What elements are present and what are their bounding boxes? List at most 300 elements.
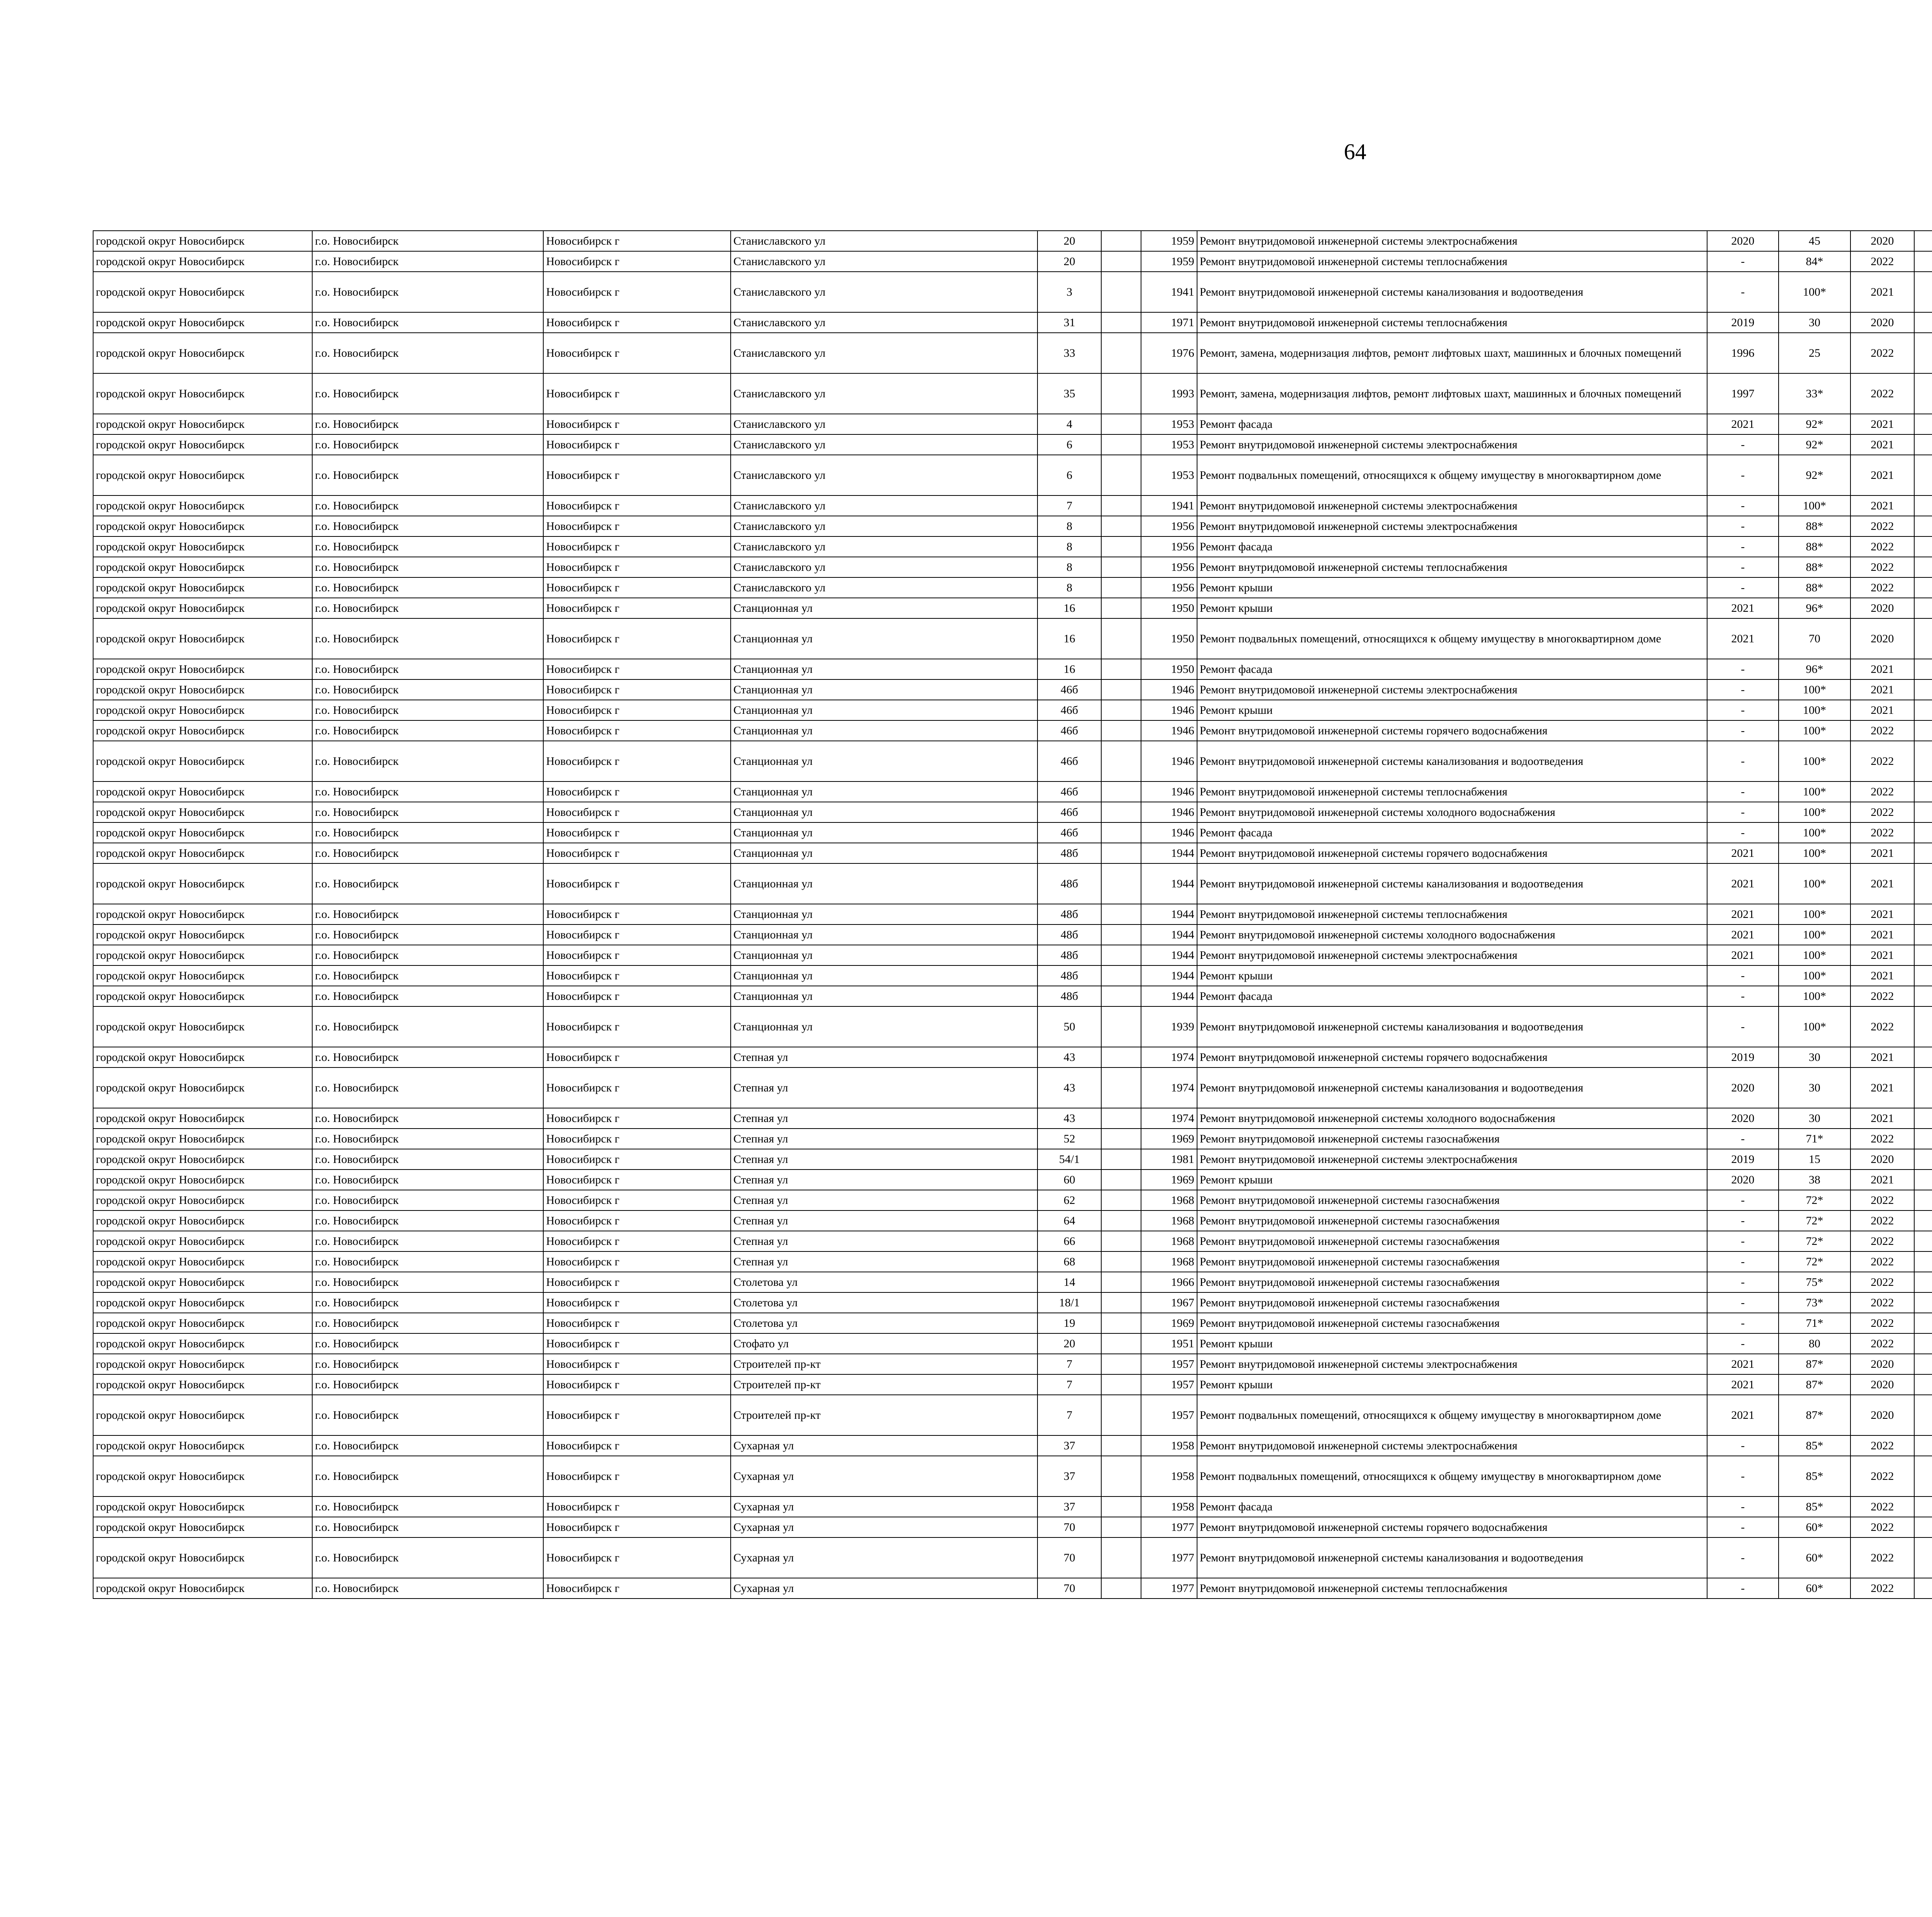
last-repair-year-cell: - (1707, 720, 1779, 741)
work-type-cell: Ремонт внутридомовой инженерной системы электроснабжения (1197, 945, 1707, 965)
last-repair-year-cell: - (1707, 1456, 1779, 1496)
municipality-cell: городской округ Новосибирск (93, 1395, 312, 1435)
plan-start-year-cell: 2022 (1850, 720, 1914, 741)
district-cell: г.о. Новосибирск (312, 272, 543, 312)
empty-cell (1101, 1435, 1141, 1456)
work-type-cell: Ремонт, замена, модернизация лифтов, ремонт лифтовых шахт, машинных и блочных помещений (1197, 333, 1707, 373)
plan-end-year-cell (1914, 1354, 1932, 1374)
settlement-cell: Новосибирск г (543, 373, 731, 414)
build-year-cell: 1946 (1141, 802, 1197, 822)
last-repair-year-cell: - (1707, 1578, 1779, 1599)
work-type-cell: Ремонт внутридомовой инженерной системы газоснабжения (1197, 1251, 1707, 1272)
street-cell: Станиславского ул (731, 312, 1037, 333)
house-number-cell: 46б (1037, 741, 1101, 781)
empty-cell (1101, 333, 1141, 373)
empty-cell (1101, 1292, 1141, 1313)
house-number-cell: 6 (1037, 455, 1101, 495)
municipality-cell: городской округ Новосибирск (93, 720, 312, 741)
work-type-cell: Ремонт внутридомовой инженерной системы электроснабжения (1197, 434, 1707, 455)
last-repair-year-cell: - (1707, 557, 1779, 577)
table-row (93, 251, 1932, 272)
district-cell: г.о. Новосибирск (312, 1210, 543, 1231)
house-number-cell: 43 (1037, 1108, 1101, 1129)
wear-percent-cell: 60* (1779, 1537, 1850, 1578)
house-number-cell: 16 (1037, 659, 1101, 679)
house-number-cell: 48б (1037, 924, 1101, 945)
settlement-cell: Новосибирск г (543, 924, 731, 945)
district-cell: г.о. Новосибирск (312, 1354, 543, 1374)
house-number-cell: 50 (1037, 1006, 1101, 1047)
plan-start-year-cell: 2021 (1850, 414, 1914, 434)
build-year-cell: 1959 (1141, 251, 1197, 272)
table-row (93, 924, 1932, 945)
plan-start-year-cell: 2021 (1850, 1170, 1914, 1190)
plan-end-year-cell (1914, 1435, 1932, 1456)
street-cell: Степная ул (731, 1149, 1037, 1170)
plan-end-year-cell (1914, 333, 1932, 373)
settlement-cell: Новосибирск г (543, 495, 731, 516)
last-repair-year-cell: 2019 (1707, 1047, 1779, 1067)
wear-percent-cell: 100* (1779, 495, 1850, 516)
work-type-cell: Ремонт крыши (1197, 1374, 1707, 1395)
empty-cell (1101, 373, 1141, 414)
house-number-cell: 7 (1037, 1354, 1101, 1374)
plan-start-year-cell: 2022 (1850, 741, 1914, 781)
municipality-cell: городской округ Новосибирск (93, 986, 312, 1006)
wear-percent-cell: 88* (1779, 536, 1850, 557)
municipality-cell: городской округ Новосибирск (93, 1108, 312, 1129)
plan-start-year-cell: 2020 (1850, 1149, 1914, 1170)
district-cell: г.о. Новосибирск (312, 1496, 543, 1517)
plan-end-year-cell (1914, 1006, 1932, 1047)
build-year-cell: 1957 (1141, 1395, 1197, 1435)
wear-percent-cell: 92* (1779, 434, 1850, 455)
street-cell: Станционная ул (731, 700, 1037, 720)
settlement-cell: Новосибирск г (543, 251, 731, 272)
plan-end-year-cell (1914, 741, 1932, 781)
last-repair-year-cell: 2021 (1707, 863, 1779, 904)
district-cell: г.о. Новосибирск (312, 414, 543, 434)
plan-start-year-cell: 2022 (1850, 1517, 1914, 1537)
district-cell: г.о. Новосибирск (312, 1006, 543, 1047)
plan-start-year-cell: 2021 (1850, 659, 1914, 679)
last-repair-year-cell: 2021 (1707, 598, 1779, 618)
plan-start-year-cell: 2020 (1850, 598, 1914, 618)
table-row (93, 700, 1932, 720)
municipality-cell: городской округ Новосибирск (93, 495, 312, 516)
house-number-cell: 48б (1037, 904, 1101, 924)
build-year-cell: 1969 (1141, 1313, 1197, 1333)
empty-cell (1101, 1190, 1141, 1210)
house-number-cell: 48б (1037, 945, 1101, 965)
wear-percent-cell: 100* (1779, 802, 1850, 822)
empty-cell (1101, 1231, 1141, 1251)
last-repair-year-cell: - (1707, 1251, 1779, 1272)
plan-start-year-cell: 2022 (1850, 1231, 1914, 1251)
table-row (93, 945, 1932, 965)
build-year-cell: 1944 (1141, 843, 1197, 863)
plan-end-year-cell (1914, 577, 1932, 598)
work-type-cell: Ремонт внутридомовой инженерной системы канализования и водоотведения (1197, 1067, 1707, 1108)
last-repair-year-cell: - (1707, 1537, 1779, 1578)
municipality-cell: городской округ Новосибирск (93, 434, 312, 455)
municipality-cell: городской округ Новосибирск (93, 1047, 312, 1067)
wear-percent-cell: 88* (1779, 516, 1850, 536)
last-repair-year-cell: 1997 (1707, 373, 1779, 414)
empty-cell (1101, 781, 1141, 802)
municipality-cell: городской округ Новосибирск (93, 1251, 312, 1272)
house-number-cell: 8 (1037, 557, 1101, 577)
municipality-cell: городской округ Новосибирск (93, 781, 312, 802)
build-year-cell: 1966 (1141, 1272, 1197, 1292)
last-repair-year-cell: - (1707, 1292, 1779, 1313)
plan-end-year-cell (1914, 1292, 1932, 1313)
district-cell: г.о. Новосибирск (312, 965, 543, 986)
work-type-cell: Ремонт внутридомовой инженерной системы горячего водоснабжения (1197, 1517, 1707, 1537)
settlement-cell: Новосибирск г (543, 781, 731, 802)
plan-end-year-cell (1914, 1047, 1932, 1067)
plan-end-year-cell (1914, 536, 1932, 557)
empty-cell (1101, 1210, 1141, 1231)
district-cell: г.о. Новосибирск (312, 986, 543, 1006)
settlement-cell: Новосибирск г (543, 1108, 731, 1129)
build-year-cell: 1968 (1141, 1190, 1197, 1210)
district-cell: г.о. Новосибирск (312, 495, 543, 516)
district-cell: г.о. Новосибирск (312, 1108, 543, 1129)
settlement-cell: Новосибирск г (543, 1006, 731, 1047)
settlement-cell: Новосибирск г (543, 1190, 731, 1210)
district-cell: г.о. Новосибирск (312, 802, 543, 822)
table-row (93, 1170, 1932, 1190)
municipality-cell: городской округ Новосибирск (93, 945, 312, 965)
house-number-cell: 70 (1037, 1578, 1101, 1599)
municipality-cell: городской округ Новосибирск (93, 312, 312, 333)
district-cell: г.о. Новосибирск (312, 1313, 543, 1333)
district-cell: г.о. Новосибирск (312, 1047, 543, 1067)
empty-cell (1101, 1149, 1141, 1170)
build-year-cell: 1956 (1141, 536, 1197, 557)
house-number-cell: 16 (1037, 598, 1101, 618)
empty-cell (1101, 455, 1141, 495)
house-number-cell: 35 (1037, 373, 1101, 414)
district-cell: г.о. Новосибирск (312, 231, 543, 251)
empty-cell (1101, 1170, 1141, 1190)
house-number-cell: 46б (1037, 822, 1101, 843)
wear-percent-cell: 100* (1779, 1006, 1850, 1047)
plan-end-year-cell (1914, 516, 1932, 536)
empty-cell (1101, 618, 1141, 659)
build-year-cell: 1944 (1141, 904, 1197, 924)
wear-percent-cell: 92* (1779, 414, 1850, 434)
settlement-cell: Новосибирск г (543, 1210, 731, 1231)
district-cell: г.о. Новосибирск (312, 434, 543, 455)
street-cell: Станционная ул (731, 863, 1037, 904)
street-cell: Станционная ул (731, 924, 1037, 945)
district-cell: г.о. Новосибирск (312, 1333, 543, 1354)
settlement-cell: Новосибирск г (543, 577, 731, 598)
table-row (93, 618, 1932, 659)
build-year-cell: 1946 (1141, 700, 1197, 720)
district-cell: г.о. Новосибирск (312, 557, 543, 577)
table-row (93, 272, 1932, 312)
wear-percent-cell: 73* (1779, 1292, 1850, 1313)
street-cell: Степная ул (731, 1108, 1037, 1129)
last-repair-year-cell: 2020 (1707, 231, 1779, 251)
municipality-cell: городской округ Новосибирск (93, 333, 312, 373)
plan-end-year-cell (1914, 272, 1932, 312)
plan-start-year-cell: 2021 (1850, 843, 1914, 863)
street-cell: Станционная ул (731, 945, 1037, 965)
settlement-cell: Новосибирск г (543, 1435, 731, 1456)
wear-percent-cell: 85* (1779, 1456, 1850, 1496)
municipality-cell: городской округ Новосибирск (93, 251, 312, 272)
last-repair-year-cell: - (1707, 1210, 1779, 1231)
empty-cell (1101, 577, 1141, 598)
build-year-cell: 1974 (1141, 1047, 1197, 1067)
plan-end-year-cell (1914, 986, 1932, 1006)
house-number-cell: 8 (1037, 536, 1101, 557)
plan-start-year-cell: 2022 (1850, 333, 1914, 373)
house-number-cell: 37 (1037, 1456, 1101, 1496)
table-row (93, 557, 1932, 577)
last-repair-year-cell: 2020 (1707, 1067, 1779, 1108)
settlement-cell: Новосибирск г (543, 1251, 731, 1272)
district-cell: г.о. Новосибирск (312, 945, 543, 965)
last-repair-year-cell: 2020 (1707, 1170, 1779, 1190)
settlement-cell: Новосибирск г (543, 1292, 731, 1313)
plan-start-year-cell: 2021 (1850, 679, 1914, 700)
settlement-cell: Новосибирск г (543, 1047, 731, 1067)
wear-percent-cell: 100* (1779, 904, 1850, 924)
district-cell: г.о. Новосибирск (312, 741, 543, 781)
settlement-cell: Новосибирск г (543, 1313, 731, 1333)
district-cell: г.о. Новосибирск (312, 536, 543, 557)
settlement-cell: Новосибирск г (543, 741, 731, 781)
house-number-cell: 48б (1037, 863, 1101, 904)
district-cell: г.о. Новосибирск (312, 700, 543, 720)
build-year-cell: 1968 (1141, 1231, 1197, 1251)
table-row (93, 373, 1932, 414)
plan-end-year-cell (1914, 843, 1932, 863)
plan-end-year-cell (1914, 781, 1932, 802)
work-type-cell: Ремонт подвальных помещений, относящихся к общему имуществу в многоквартирном доме (1197, 618, 1707, 659)
settlement-cell: Новосибирск г (543, 516, 731, 536)
settlement-cell: Новосибирск г (543, 1395, 731, 1435)
plan-start-year-cell: 2022 (1850, 1272, 1914, 1292)
build-year-cell: 1946 (1141, 822, 1197, 843)
wear-percent-cell: 30 (1779, 1047, 1850, 1067)
municipality-cell: городской округ Новосибирск (93, 231, 312, 251)
house-number-cell: 43 (1037, 1047, 1101, 1067)
district-cell: г.о. Новосибирск (312, 863, 543, 904)
district-cell: г.о. Новосибирск (312, 1149, 543, 1170)
municipality-cell: городской округ Новосибирск (93, 700, 312, 720)
empty-cell (1101, 495, 1141, 516)
wear-percent-cell: 87* (1779, 1395, 1850, 1435)
street-cell: Станционная ул (731, 843, 1037, 863)
municipality-cell: городской округ Новосибирск (93, 1354, 312, 1374)
work-type-cell: Ремонт крыши (1197, 1170, 1707, 1190)
district-cell: г.о. Новосибирск (312, 1517, 543, 1537)
work-type-cell: Ремонт внутридомовой инженерной системы теплоснабжения (1197, 312, 1707, 333)
build-year-cell: 1953 (1141, 434, 1197, 455)
table-row (93, 1231, 1932, 1251)
work-type-cell: Ремонт внутридомовой инженерной системы газоснабжения (1197, 1292, 1707, 1313)
district-cell: г.о. Новосибирск (312, 1272, 543, 1292)
plan-start-year-cell: 2020 (1850, 231, 1914, 251)
wear-percent-cell: 60* (1779, 1578, 1850, 1599)
table-row (93, 1129, 1932, 1149)
work-type-cell: Ремонт внутридомовой инженерной системы теплоснабжения (1197, 1578, 1707, 1599)
municipality-cell: городской округ Новосибирск (93, 1129, 312, 1149)
wear-percent-cell: 100* (1779, 741, 1850, 781)
house-number-cell: 37 (1037, 1435, 1101, 1456)
work-type-cell: Ремонт фасада (1197, 536, 1707, 557)
empty-cell (1101, 1251, 1141, 1272)
plan-start-year-cell: 2022 (1850, 251, 1914, 272)
last-repair-year-cell: - (1707, 577, 1779, 598)
build-year-cell: 1956 (1141, 516, 1197, 536)
house-number-cell: 60 (1037, 1170, 1101, 1190)
table-row (93, 1292, 1932, 1313)
empty-cell (1101, 1456, 1141, 1496)
last-repair-year-cell: - (1707, 516, 1779, 536)
settlement-cell: Новосибирск г (543, 1333, 731, 1354)
plan-end-year-cell (1914, 1210, 1932, 1231)
house-number-cell: 48б (1037, 986, 1101, 1006)
municipality-cell: городской округ Новосибирск (93, 455, 312, 495)
empty-cell (1101, 679, 1141, 700)
work-type-cell: Ремонт внутридомовой инженерной системы канализования и водоотведения (1197, 1537, 1707, 1578)
district-cell: г.о. Новосибирск (312, 904, 543, 924)
settlement-cell: Новосибирск г (543, 536, 731, 557)
empty-cell (1101, 231, 1141, 251)
settlement-cell: Новосибирск г (543, 1456, 731, 1496)
plan-end-year-cell (1914, 1517, 1932, 1537)
street-cell: Степная ул (731, 1210, 1037, 1231)
work-type-cell: Ремонт внутридомовой инженерной системы газоснабжения (1197, 1231, 1707, 1251)
plan-end-year-cell (1914, 863, 1932, 904)
street-cell: Столетова ул (731, 1292, 1037, 1313)
last-repair-year-cell: - (1707, 1006, 1779, 1047)
district-cell: г.о. Новосибирск (312, 720, 543, 741)
street-cell: Сухарная ул (731, 1578, 1037, 1599)
district-cell: г.о. Новосибирск (312, 1251, 543, 1272)
last-repair-year-cell: - (1707, 700, 1779, 720)
work-type-cell: Ремонт крыши (1197, 577, 1707, 598)
settlement-cell: Новосибирск г (543, 1149, 731, 1170)
table-row (93, 965, 1932, 986)
plan-end-year-cell (1914, 720, 1932, 741)
table-row (93, 1190, 1932, 1210)
build-year-cell: 1941 (1141, 272, 1197, 312)
settlement-cell: Новосибирск г (543, 863, 731, 904)
work-type-cell: Ремонт фасада (1197, 414, 1707, 434)
municipality-cell: городской округ Новосибирск (93, 1537, 312, 1578)
table-row (93, 1456, 1932, 1496)
municipality-cell: городской округ Новосибирск (93, 516, 312, 536)
settlement-cell: Новосибирск г (543, 557, 731, 577)
table-row (93, 1333, 1932, 1354)
plan-end-year-cell (1914, 455, 1932, 495)
wear-percent-cell: 100* (1779, 700, 1850, 720)
table-row (93, 1251, 1932, 1272)
table-row (93, 1435, 1932, 1456)
house-number-cell: 70 (1037, 1537, 1101, 1578)
house-number-cell: 46б (1037, 679, 1101, 700)
plan-end-year-cell (1914, 1374, 1932, 1395)
plan-start-year-cell: 2021 (1850, 434, 1914, 455)
work-type-cell: Ремонт внутридомовой инженерной системы газоснабжения (1197, 1313, 1707, 1333)
last-repair-year-cell: - (1707, 272, 1779, 312)
work-type-cell: Ремонт фасада (1197, 659, 1707, 679)
settlement-cell: Новосибирск г (543, 455, 731, 495)
municipality-cell: городской округ Новосибирск (93, 577, 312, 598)
settlement-cell: Новосибирск г (543, 679, 731, 700)
plan-start-year-cell: 2021 (1850, 272, 1914, 312)
plan-end-year-cell (1914, 1067, 1932, 1108)
plan-start-year-cell: 2022 (1850, 1210, 1914, 1231)
settlement-cell: Новосибирск г (543, 231, 731, 251)
plan-end-year-cell (1914, 965, 1932, 986)
house-number-cell: 64 (1037, 1210, 1101, 1231)
build-year-cell: 1968 (1141, 1210, 1197, 1231)
empty-cell (1101, 1517, 1141, 1537)
plan-start-year-cell: 2021 (1850, 455, 1914, 495)
plan-start-year-cell: 2021 (1850, 945, 1914, 965)
table-row (93, 822, 1932, 843)
house-number-cell: 20 (1037, 231, 1101, 251)
last-repair-year-cell: - (1707, 741, 1779, 781)
empty-cell (1101, 720, 1141, 741)
last-repair-year-cell: - (1707, 802, 1779, 822)
municipality-cell: городской округ Новосибирск (93, 679, 312, 700)
table-row (93, 863, 1932, 904)
plan-start-year-cell: 2022 (1850, 1333, 1914, 1354)
plan-end-year-cell (1914, 1395, 1932, 1435)
wear-percent-cell: 30 (1779, 1067, 1850, 1108)
table-row (93, 1210, 1932, 1231)
plan-end-year-cell (1914, 802, 1932, 822)
wear-percent-cell: 71* (1779, 1313, 1850, 1333)
wear-percent-cell: 100* (1779, 843, 1850, 863)
district-cell: г.о. Новосибирск (312, 679, 543, 700)
build-year-cell: 1958 (1141, 1456, 1197, 1496)
municipality-cell: городской округ Новосибирск (93, 1435, 312, 1456)
district-cell: г.о. Новосибирск (312, 333, 543, 373)
work-type-cell: Ремонт внутридомовой инженерной системы газоснабжения (1197, 1190, 1707, 1210)
house-number-cell: 3 (1037, 272, 1101, 312)
municipality-cell: городской округ Новосибирск (93, 1517, 312, 1537)
table-row (93, 781, 1932, 802)
municipality-cell: городской округ Новосибирск (93, 1333, 312, 1354)
empty-cell (1101, 659, 1141, 679)
capital-repair-table (93, 230, 1932, 1599)
build-year-cell: 1974 (1141, 1108, 1197, 1129)
district-cell: г.о. Новосибирск (312, 843, 543, 863)
build-year-cell: 1974 (1141, 1067, 1197, 1108)
last-repair-year-cell: - (1707, 1435, 1779, 1456)
wear-percent-cell: 38 (1779, 1170, 1850, 1190)
wear-percent-cell: 100* (1779, 272, 1850, 312)
empty-cell (1101, 1395, 1141, 1435)
district-cell: г.о. Новосибирск (312, 598, 543, 618)
last-repair-year-cell: - (1707, 1313, 1779, 1333)
street-cell: Станиславского ул (731, 495, 1037, 516)
house-number-cell: 8 (1037, 516, 1101, 536)
settlement-cell: Новосибирск г (543, 1170, 731, 1190)
house-number-cell: 7 (1037, 1374, 1101, 1395)
